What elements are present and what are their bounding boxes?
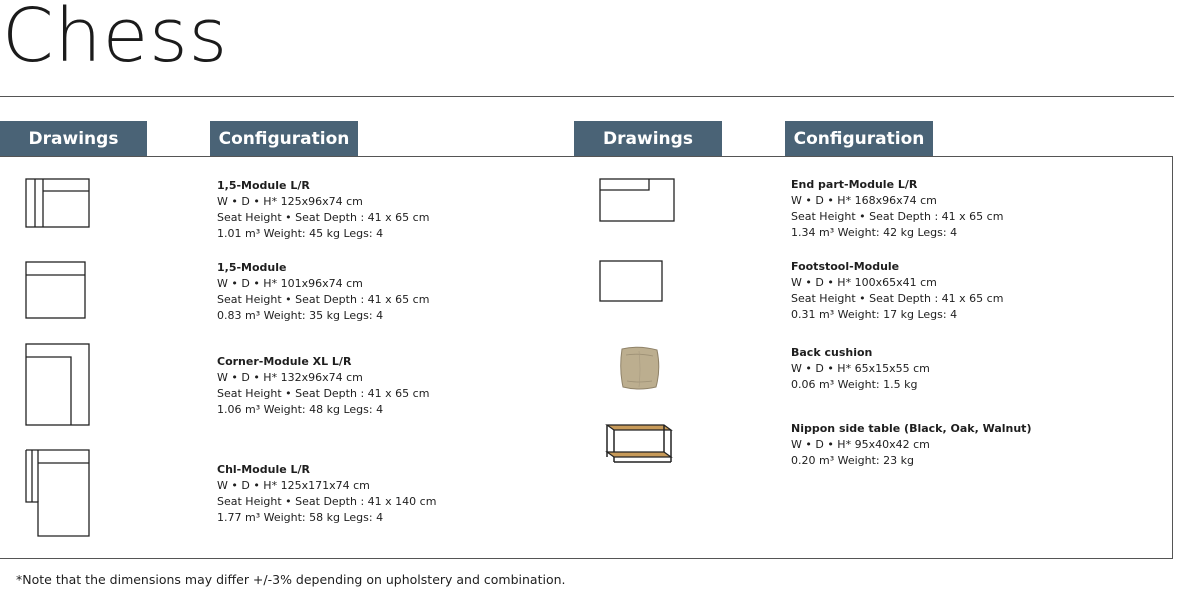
item-dimensions: W • D • H* 101x96x74 cm xyxy=(217,277,363,290)
nippon-side-table-image xyxy=(602,421,674,465)
spec-footstool-module xyxy=(791,259,1003,323)
drawing-1-5-module-lr xyxy=(25,178,91,230)
item-seat: Seat Height • Seat Depth : 41 x 65 cm xyxy=(217,387,430,400)
item-meta: 1.77 m³ Weight: 58 kg Legs: 4 xyxy=(217,511,384,524)
item-name: 1,5-Module L/R xyxy=(217,179,310,192)
item-meta: 1.01 m³ Weight: 45 kg Legs: 4 xyxy=(217,227,384,240)
tab-configuration-right: Configuration xyxy=(785,121,933,156)
spec-back-cushion xyxy=(791,345,930,393)
item-name: Nippon side table (Black, Oak, Walnut) xyxy=(791,422,1032,435)
item-dimensions: W • D • H* 95x40x42 cm xyxy=(791,438,930,451)
footnote: *Note that the dimensions may differ +/-3% depending on upholstery and combination. xyxy=(16,572,566,587)
spec-end-part-module xyxy=(791,177,1003,241)
page-title: Chess xyxy=(2,0,229,79)
item-dimensions: W • D • H* 125x96x74 cm xyxy=(217,195,363,208)
item-meta: 0.83 m³ Weight: 35 kg Legs: 4 xyxy=(217,309,384,322)
drawing-1-5-module xyxy=(25,261,87,319)
title-divider xyxy=(0,96,1174,97)
item-name: Corner-Module XL L/R xyxy=(217,355,352,368)
item-seat: Seat Height • Seat Depth : 41 x 65 cm xyxy=(217,293,430,306)
item-name: Back cushion xyxy=(791,346,873,359)
item-seat: Seat Height • Seat Depth : 41 x 65 cm xyxy=(791,210,1004,223)
item-name: End part-Module L/R xyxy=(791,178,918,191)
item-name: Footstool-Module xyxy=(791,260,900,273)
drawing-chl-module xyxy=(25,449,93,539)
spec-1-5-module xyxy=(217,260,429,324)
item-seat: Seat Height • Seat Depth : 41 x 65 cm xyxy=(217,211,430,224)
item-name: Chl-Module L/R xyxy=(217,463,311,476)
item-dimensions: W • D • H* 65x15x55 cm xyxy=(791,362,930,375)
item-dimensions: W • D • H* 132x96x74 cm xyxy=(217,371,363,384)
item-meta: 0.06 m³ Weight: 1.5 kg xyxy=(791,378,918,391)
spec-nippon-side-table xyxy=(791,421,1031,469)
item-dimensions: W • D • H* 100x65x41 cm xyxy=(791,276,937,289)
drawing-footstool-module xyxy=(599,260,665,304)
item-meta: 0.20 m³ Weight: 23 kg xyxy=(791,454,914,467)
spec-chl-module xyxy=(217,462,436,526)
item-meta: 1.34 m³ Weight: 42 kg Legs: 4 xyxy=(791,226,958,239)
tab-drawings-left: Drawings xyxy=(0,121,147,156)
tab-configuration-left: Configuration xyxy=(210,121,358,156)
item-seat: Seat Height • Seat Depth : 41 x 140 cm xyxy=(217,495,437,508)
item-meta: 1.06 m³ Weight: 48 kg Legs: 4 xyxy=(217,403,384,416)
spec-corner-module-xl xyxy=(217,354,429,418)
back-cushion-image xyxy=(617,345,663,393)
item-dimensions: W • D • H* 125x171x74 cm xyxy=(217,479,370,492)
drawing-end-part-module xyxy=(599,178,677,224)
item-meta: 0.31 m³ Weight: 17 kg Legs: 4 xyxy=(791,308,958,321)
spec-1-5-module-lr xyxy=(217,178,429,242)
item-dimensions: W • D • H* 168x96x74 cm xyxy=(791,194,937,207)
tab-drawings-right: Drawings xyxy=(574,121,722,156)
item-name: 1,5-Module xyxy=(217,261,287,274)
drawing-corner-module-xl xyxy=(25,343,91,427)
item-seat: Seat Height • Seat Depth : 41 x 65 cm xyxy=(791,292,1004,305)
